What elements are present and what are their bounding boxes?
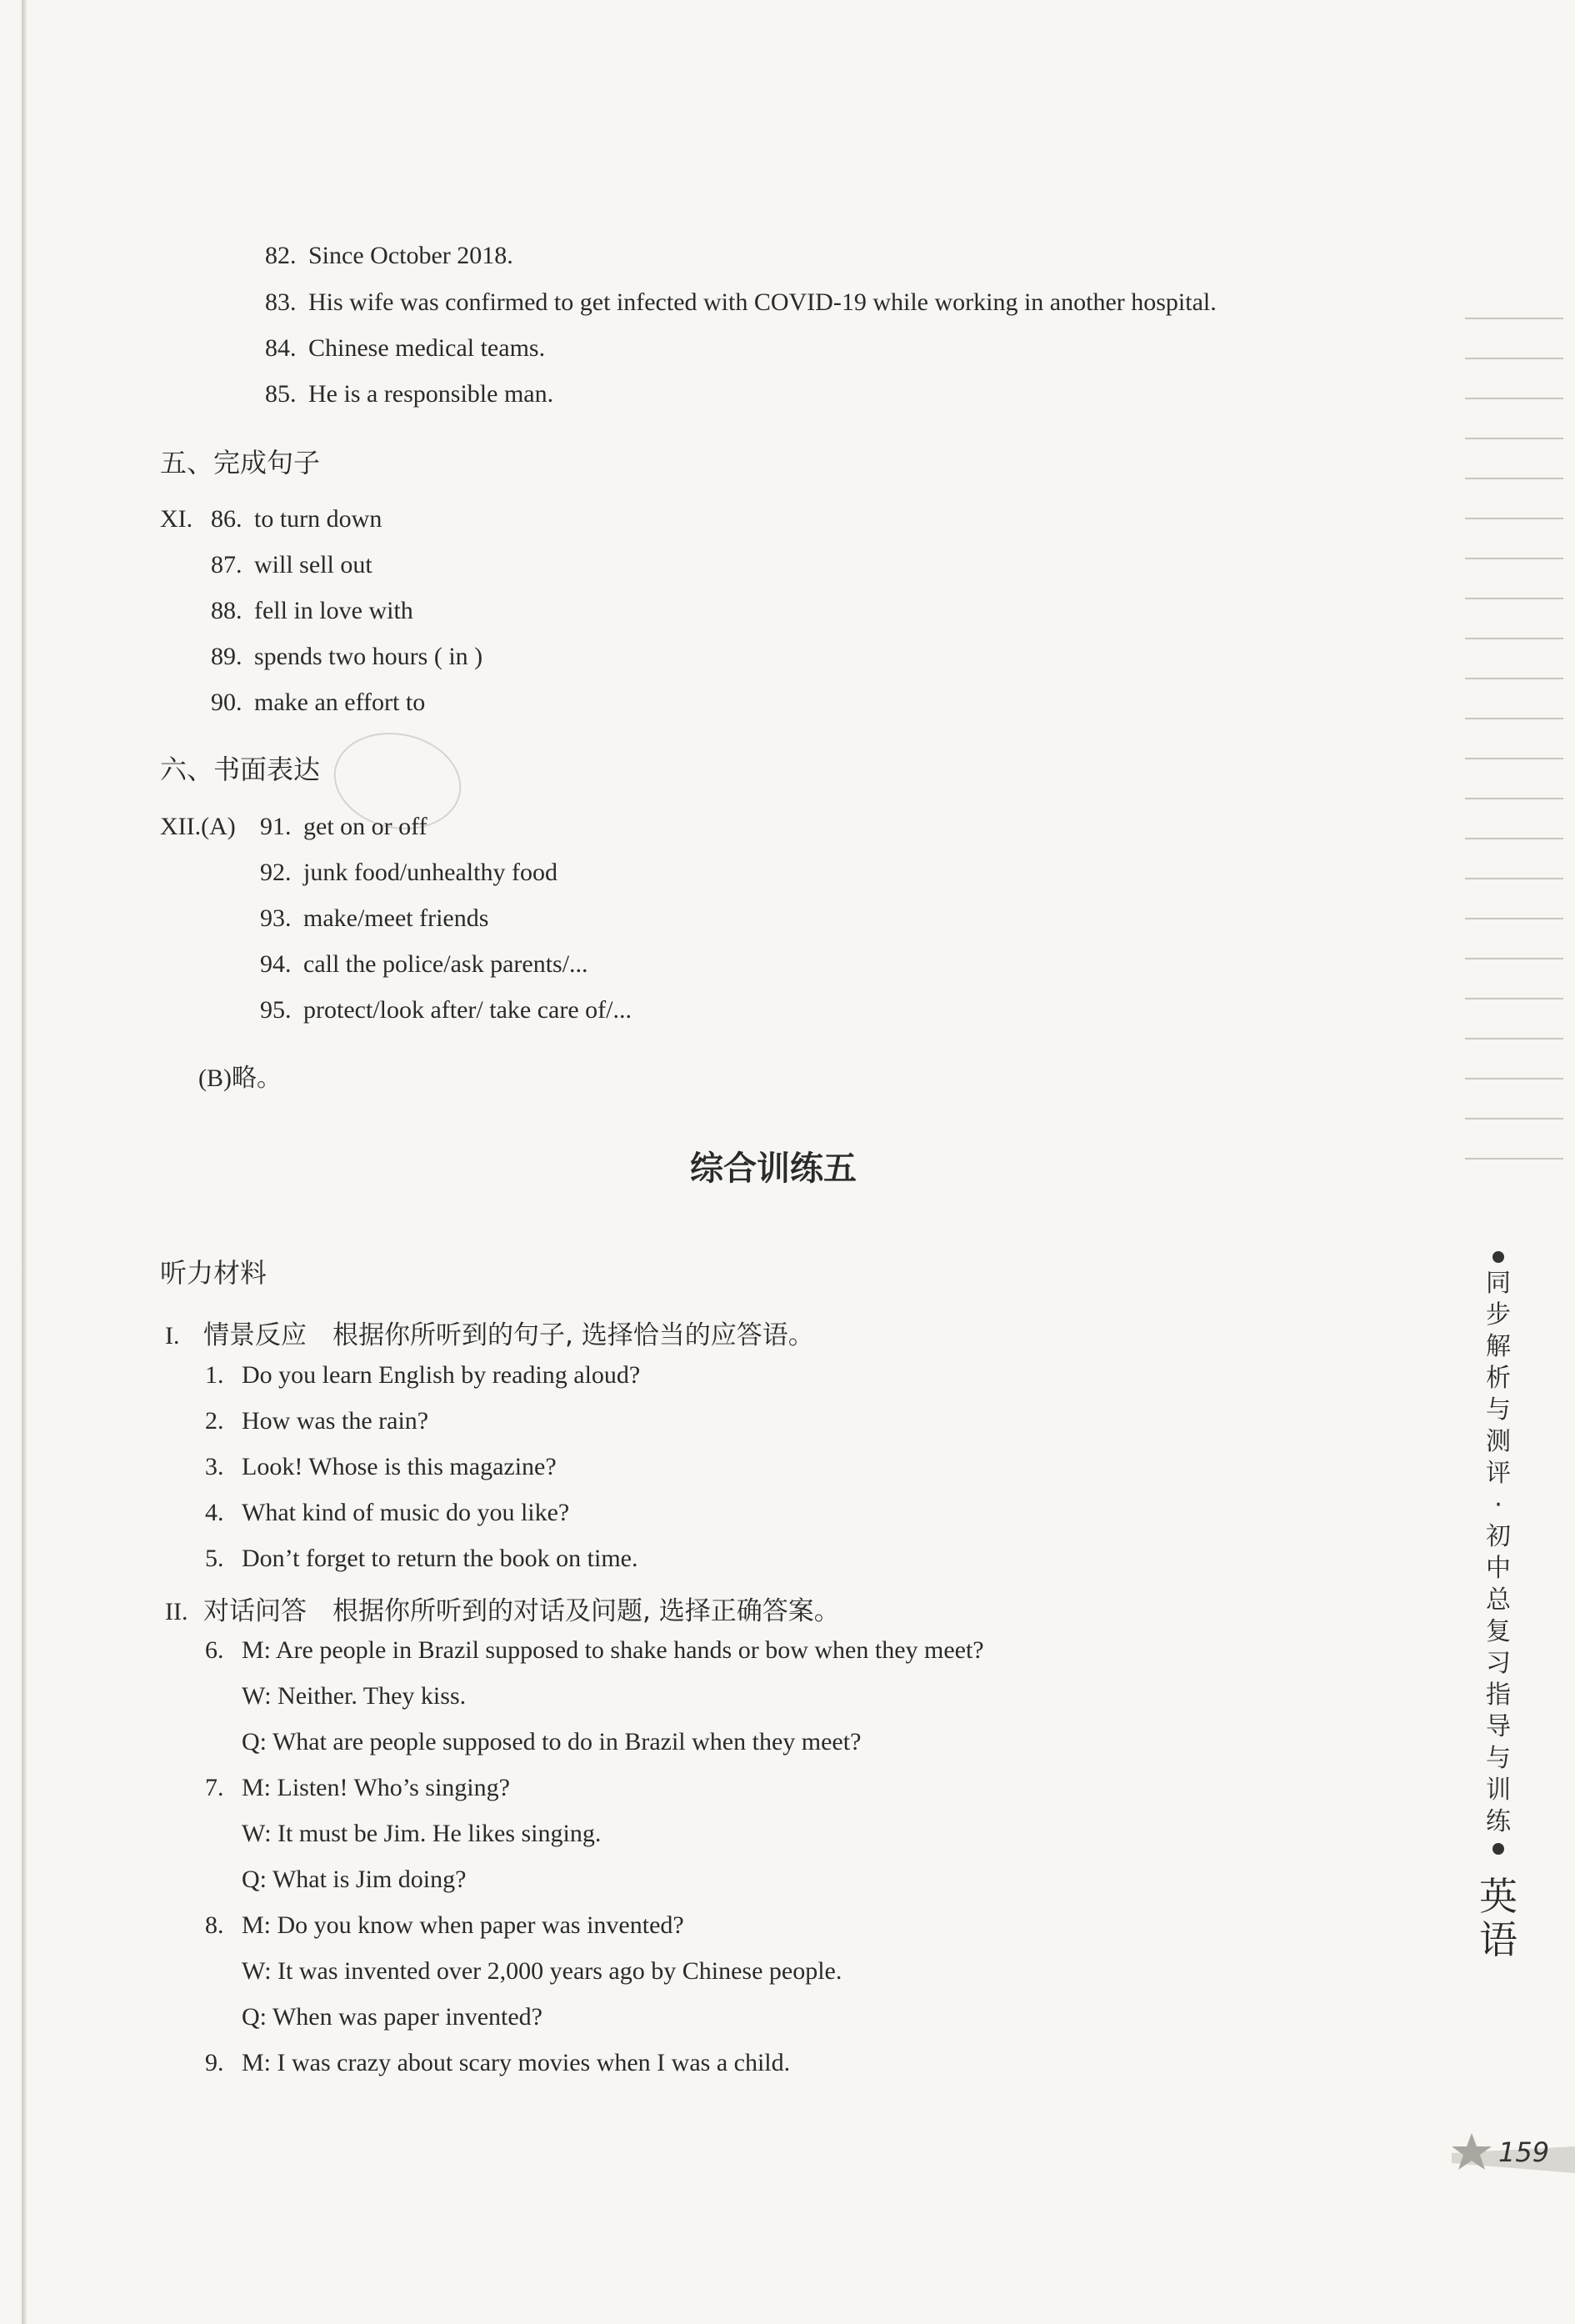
page-number-box [1448,2130,1575,2176]
dialogue-7-w: W: It must be Jim. He likes singing. [242,1820,602,1847]
dialogue-6-q: Q: What are people supposed to do in Brazil when they meet? [242,1728,862,1756]
answer-line-95: 95. protect/look after/ take care of/... [260,996,632,1024]
dialogue-8-m: 8. M: Do you know when paper was invented? [205,1911,684,1939]
part-1-instruction: I. 情景反应 根据你所听到的句子, 选择恰当的应答语。 [165,1320,814,1350]
answer-line-83: 83. His wife was confirmed to get infected with COVID-19 while working in another hospital. [265,288,1217,316]
series-title: 同步解析与测评·初中总复习指导与训练 [1486,1269,1511,1836]
binding-edge [22,0,27,2324]
answer-line-89: 89. spends two hours ( in ) [211,643,483,670]
answer-line-86: 86. to turn down [211,505,382,533]
listening-item-3: 3. Look! Whose is this magazine? [205,1453,557,1480]
answer-line-91: 91. get on or off [260,813,428,840]
answer-line-82: 82. Since October 2018. [265,242,513,269]
listening-item-2: 2. How was the rain? [205,1407,429,1435]
answer-line-93: 93. make/meet friends [260,904,489,932]
listening-item-4: 4. What kind of music do you like? [205,1499,570,1526]
page-number: 159 [1498,2136,1550,2168]
listening-item-5: 5. Don’t forget to return the book on time. [205,1545,638,1572]
listening-item-1: 1. Do you learn English by reading aloud? [205,1361,641,1389]
dialogue-6-w: W: Neither. They kiss. [242,1682,467,1710]
dialogue-7-q: Q: What is Jim doing? [242,1866,467,1893]
dialogue-9-m: 9. M: I was crazy about scary movies when I was a child. [205,2049,791,2076]
dialogue-8-w: W: It was invented over 2,000 years ago by Chinese people. [242,1957,842,1985]
answer-line-88: 88. fell in love with [211,597,413,624]
answer-line-87: 87. will sell out [211,551,372,578]
section-5-roman: XI. [160,505,193,533]
dialogue-8-q: Q: When was paper invented? [242,2003,542,2031]
part-b-line: (B)略。 [198,1064,282,1092]
dialogue-7-m: 7. M: Listen! Who’s singing? [205,1774,510,1801]
dot-top [1492,1251,1504,1263]
exercise-title: 综合训练五 [690,1149,857,1188]
dialogue-6-m: 6. M: Are people in Brazil supposed to shake hands or bow when they meet? [205,1636,984,1664]
part-2-instruction: II. 对话问答 根据你所听到的对话及问题, 选择正确答案。 [165,1596,840,1626]
answer-line-90: 90. make an effort to [211,689,426,716]
answer-line-92: 92. junk food/unhealthy food [260,859,558,886]
answer-line-84: 84. Chinese medical teams. [265,334,546,362]
answer-line-94: 94. call the police/ask parents/... [260,950,588,978]
section-5-heading: 五、完成句子 [160,447,321,478]
sidebar-title [1473,1246,1523,1961]
ruled-margin [1465,279,1563,1171]
subject-label: 英语 [1479,1874,1518,1962]
section-6-heading: 六、书面表达 [160,754,321,785]
listening-heading: 听力材料 [160,1257,268,1289]
dot-bottom [1492,1843,1504,1855]
section-6-roman: XII.(A) [160,813,236,840]
answer-line-85: 85. He is a responsible man. [265,380,554,408]
